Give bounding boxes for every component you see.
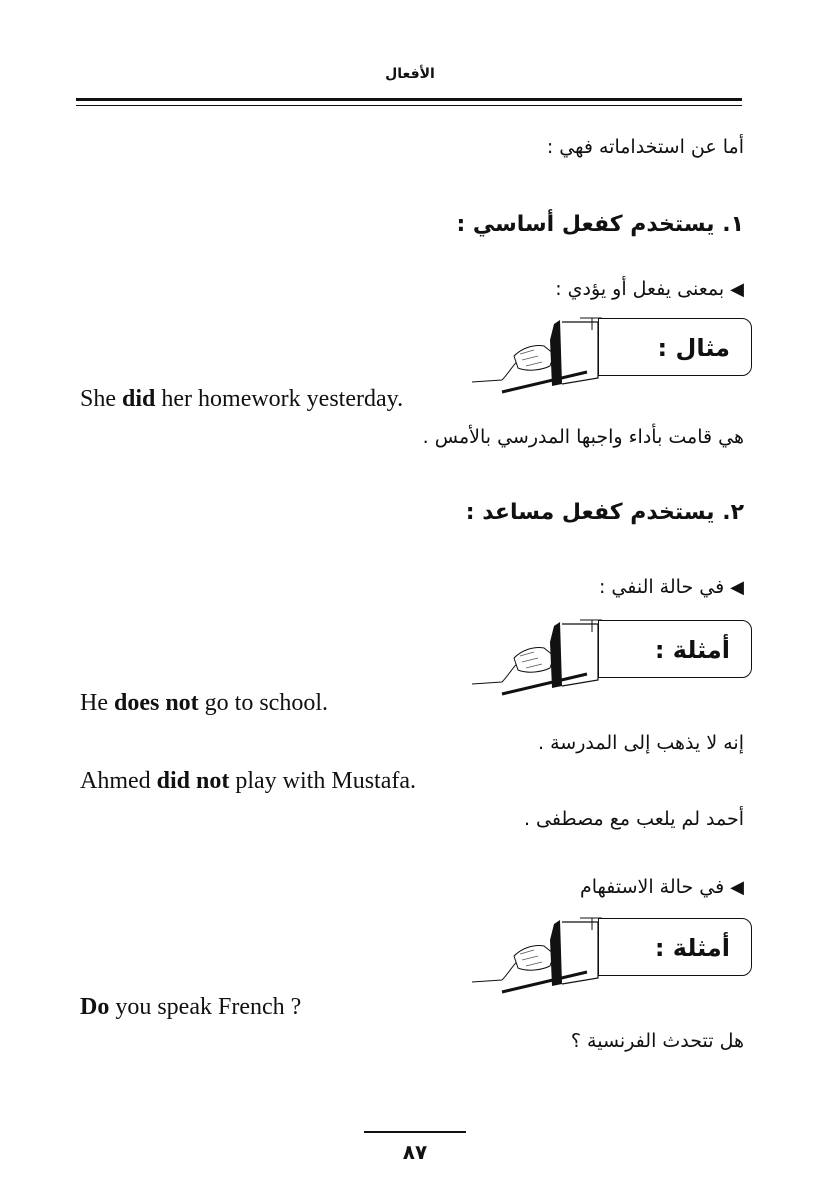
section-1-bullet-text: بمعنى يفعل أو يؤدي :: [555, 278, 725, 300]
example-callout-1: [462, 314, 752, 394]
example-ar-1: هي قامت بأداء واجبها المدرسي بالأمس .: [422, 426, 744, 448]
keyword-did: did: [122, 386, 156, 412]
example-ar-2: إنه لا يذهب إلى المدرسة .: [538, 732, 744, 754]
example-ar-3: أحمد لم يلعب مع مصطفى .: [523, 808, 744, 830]
page-number: ٨٧: [402, 1140, 428, 1164]
section-1-heading: ١. يستخدم كفعل أساسي :: [456, 212, 744, 237]
example-callout-2: [462, 616, 752, 696]
section-3-bullet: [580, 876, 744, 898]
bullet-triangle-icon: ◀: [730, 279, 744, 300]
section-3-bullet-text: في حالة الاستفهام: [579, 876, 725, 898]
example-ar-4: هل تتحدث الفرنسية ؟: [570, 1030, 744, 1052]
bullet-triangle-icon: ◀: [730, 877, 744, 898]
keyword-do: Do: [80, 994, 110, 1020]
example-en-4: Do you speak French ?: [80, 994, 302, 1020]
keyword-did-not: did not: [156, 768, 230, 794]
running-title: الأفعال: [385, 66, 435, 82]
callout-label: أمثلة :: [654, 934, 730, 962]
section-2-heading: ٢. يستخدم كفعل مساعد :: [465, 500, 744, 525]
example-en-3: Ahmed did not play with Mustafa.: [80, 768, 416, 794]
section-1-bullet: [555, 278, 744, 300]
callout-label: أمثلة :: [654, 636, 730, 664]
header-rule: [76, 98, 742, 106]
example-en-1: She did her homework yesterday.: [80, 386, 404, 412]
example-en-2: He does not go to school.: [80, 690, 328, 716]
section-2-bullet-text: في حالة النفي :: [598, 576, 725, 598]
callout-label: مثال :: [657, 334, 730, 362]
bullet-triangle-icon: ◀: [730, 577, 744, 598]
intro-text: أما عن استخداماته فهي :: [546, 136, 744, 158]
example-callout-3: [462, 914, 752, 994]
page-number-rule: [364, 1131, 466, 1133]
keyword-does-not: does not: [113, 690, 199, 716]
section-2-bullet: [599, 576, 744, 598]
